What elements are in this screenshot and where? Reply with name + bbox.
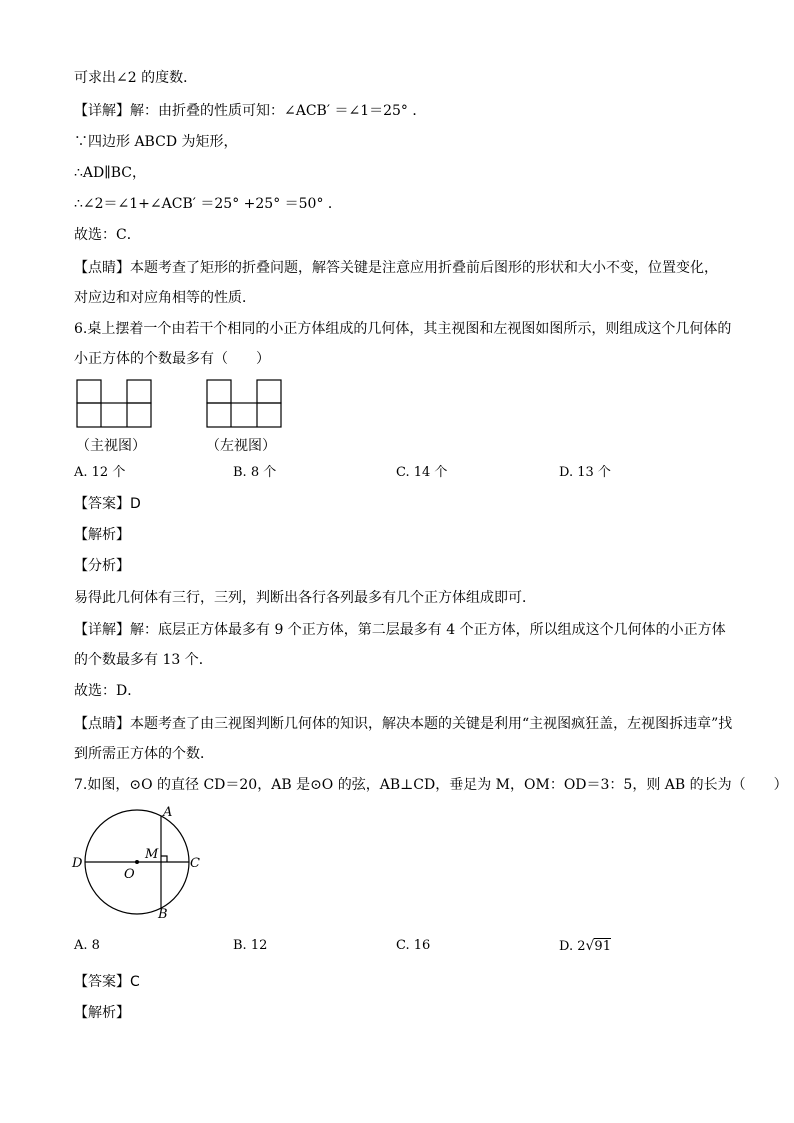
option-d <box>559 936 611 957</box>
label-b: B <box>158 907 168 922</box>
radicand: 91 <box>594 939 611 954</box>
analysis-sub-label: 【分析】 <box>74 558 130 574</box>
question-7: 7.如图，⊙O 的直径 CD＝20，AB 是⊙O 的弦，AB⊥CD，垂足为 M，OM：OD＝3：5，则 AB 的长为（ ） <box>74 777 788 793</box>
label-d: D <box>72 856 83 871</box>
front-view-figure <box>76 379 154 429</box>
sqrt-sign: √ <box>585 938 595 954</box>
label-a: A <box>163 805 173 820</box>
front-view-caption: （主视图） <box>76 438 146 454</box>
text-line: ∵四边形 ABCD 为矩形， <box>74 134 238 150</box>
option-a: A. 12 个 <box>74 465 126 480</box>
side-view-caption: （左视图） <box>206 438 276 454</box>
analysis-label: 【解析】 <box>74 1005 130 1021</box>
answer-label: 【答案】D <box>74 496 141 512</box>
answer-label: 【答案】C <box>74 974 140 990</box>
side-view-figure <box>206 379 284 429</box>
circle-figure <box>66 800 216 930</box>
text-line: ∴AD∥BC， <box>74 165 146 181</box>
label-o: O <box>124 867 135 882</box>
analysis-label: 【解析】 <box>74 527 130 543</box>
option-c: C. 14 个 <box>396 465 448 480</box>
option-a: A. 8 <box>74 938 100 953</box>
text-line: 可求出∠2 的度数． <box>74 70 198 86</box>
text-line: 到所需正方体的个数． <box>74 746 214 762</box>
text-line: 【详解】解：由折叠的性质可知：∠ACB′ ＝∠1＝25° ． <box>74 103 427 119</box>
label-m: M <box>145 847 159 862</box>
text-line: 【点睛】本题考查了由三视图判断几何体的知识，解决本题的关键是利用“主视图疯狂盖，左视图拆违章”找 <box>74 716 733 732</box>
text-line: 易得此几何体有三行，三列，判断出各行各列最多有几个正方体组成即可． <box>74 590 536 606</box>
text-line: 【点睛】本题考查了矩形的折叠问题，解答关键是注意应用折叠前后图形的形状和大小不变，位置变化， <box>74 260 718 276</box>
text-line: 故选：D． <box>74 683 142 699</box>
text-line: ∴∠2＝∠1+∠ACB′ ＝25° +25° ＝50° ． <box>74 196 342 212</box>
question-6-cont: 小正方体的个数最多有（ ） <box>74 351 270 367</box>
text-line: 【详解】解：底层正方体最多有 9 个正方体，第二层最多有 4 个正方体，所以组成这个几何体的小正方体 <box>74 622 726 638</box>
option-d: D. 13 个 <box>559 465 611 480</box>
text-line: 故选：C． <box>74 227 141 243</box>
label-c: C <box>190 856 200 871</box>
question-6: 6.桌上摆着一个由若干个相同的小正方体组成的几何体，其主视图和左视图如图所示，则组成这个几何体的 <box>74 321 732 337</box>
option-b: B. 8 个 <box>233 465 277 480</box>
text-line: 的个数最多有 13 个． <box>74 652 213 668</box>
text-line: 对应边和对应角相等的性质． <box>74 290 256 306</box>
option-b: B. 12 <box>233 938 268 953</box>
option-c: C. 16 <box>396 938 431 953</box>
option-d-label: D. 2 <box>559 939 586 954</box>
